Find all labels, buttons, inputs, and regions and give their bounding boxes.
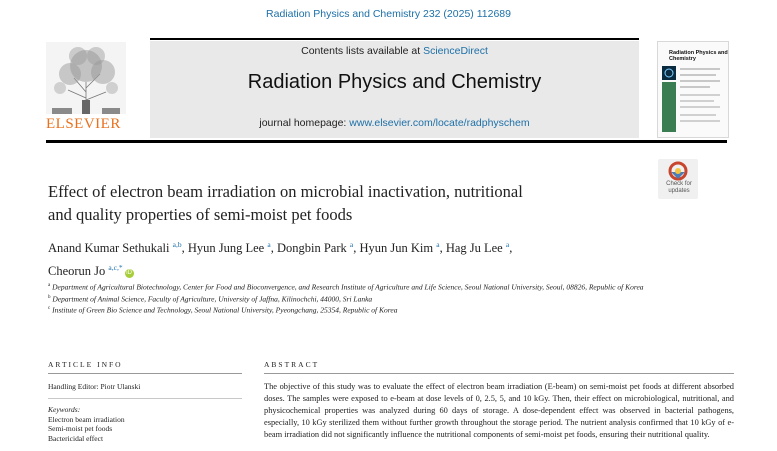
author-name[interactable]: Hag Ju Lee [445, 241, 503, 256]
keyword-item[interactable]: Bactericidal effect [48, 433, 104, 443]
article-info-rule [48, 373, 242, 374]
author-name[interactable]: Anand Kumar Sethukali [48, 241, 170, 256]
check-for-updates-label [659, 181, 699, 194]
author-affiliation-marker[interactable]: a [267, 240, 271, 249]
author-affiliation-marker[interactable]: a [505, 240, 510, 249]
homepage-link[interactable]: www.elsevier.com/locate/radphyschem [349, 117, 530, 129]
abstract-text: The objective of this study was to evaluate the effect of electron beam irradiation (E-beam) on semi-moist pet foods at different absorbed doses. The samples were exposed to e-beam at dose levels of 0, 2.5, 5, and 10 kGy. Then, their effect on microbiological, nutritional, and physicochemical properties was analyzed during 60 days of storage. A dose-dependent effect was observed in bacterial pathogens, especially, 10 kGy sterilized them without further growth throughout the storage period. The nutrient analysis confirmed that 10 kGy of e-beam irradiation did not significantly influence the nutritional components of semi-moist pet foods, ensuring their nutritional quality. [264, 382, 734, 439]
cover-title-line1: Radiation Physics and [669, 50, 728, 56]
affiliation-item [48, 293, 668, 305]
sciencedirect-link[interactable]: ScienceDirect [423, 45, 488, 57]
abstract-heading: ABSTRACT [264, 360, 320, 369]
keyword-item[interactable]: Semi-moist pet foods [48, 424, 113, 433]
article-info-heading: ARTICLE INFO [48, 360, 123, 369]
orcid-icon[interactable]: iD [126, 270, 132, 277]
author-name[interactable]: Cheorun Jo [48, 264, 106, 279]
abstract-rule [264, 373, 734, 374]
keywords-block [48, 405, 125, 443]
author-name[interactable]: Hyun Jun Kim [359, 241, 434, 256]
publisher-name[interactable]: ELSEVIER [46, 116, 121, 132]
cover-title-line2: Chemistry [669, 56, 696, 62]
handling-editor: Handling Editor: Piotr Ulanski [48, 382, 141, 391]
affiliations [48, 281, 668, 316]
keyword-item[interactable]: Electron beam irradiation [48, 414, 125, 424]
journal-citation[interactable]: Radiation Physics and Chemistry 232 (2025) 112689 [266, 8, 511, 20]
header-rule [150, 38, 639, 40]
journal-banner [150, 41, 639, 138]
author-affiliation-marker[interactable]: a [349, 240, 354, 249]
cover-title [669, 50, 728, 62]
contents-prefix: Contents lists available at [301, 45, 424, 57]
author-affiliation-marker[interactable]: a,b [172, 240, 182, 249]
header-thick-rule [46, 140, 727, 143]
article-title-line2: and quality properties of semi-moist pet foods [48, 205, 353, 224]
keywords-label: Keywords: [48, 405, 81, 414]
author-name[interactable]: Dongbin Park [276, 241, 347, 256]
crossmark-line1: Check for [666, 181, 692, 187]
author-affiliation-marker[interactable]: a,c,* [108, 263, 123, 273]
affiliation-marker: b [48, 294, 51, 300]
author-name[interactable]: Hyun Jung Lee [187, 241, 265, 256]
affiliation-text: Institute of Green Bio Science and Technology, Seoul National University, Pyeongchang, 25354, Republic of Korea [52, 305, 398, 315]
article-info-divider [48, 398, 242, 399]
author-list: Anand Kumar Sethukali $^{a,b}$, Hyun Jung Lee $^a$, Dongbin Park $^a$, Hyun Jun Kim $^a$, Hag Ju Lee $^a$, Cheorun Jo $^{a,c,*}$iD [48, 240, 513, 279]
article-title [48, 180, 648, 226]
affiliation-text: Department of Animal Science, Faculty of Agriculture, University of Jaffna, Kilinochchi, 44000, Sri Lanka [52, 294, 373, 303]
crossmark-line2: updates [668, 187, 690, 194]
journal-cover-thumbnail[interactable] [657, 41, 729, 138]
cover-artwork [662, 64, 724, 134]
affiliation-text: Department of Agricultural Biotechnology, Center for Food and Bioconvergence, and Research Institute of Agriculture and Life Science, Seoul National University, Seoul, 08826, Republic of Korea [52, 282, 644, 292]
affiliation-item [48, 281, 668, 293]
journal-name: Radiation Physics and Chemistry [247, 71, 542, 93]
author-affiliation-marker[interactable]: a [436, 240, 440, 249]
affiliation-marker: c [48, 306, 51, 311]
contents-line [150, 45, 639, 57]
article-title-line1: Effect of electron beam irradiation on microbial inactivation, nutritional [48, 182, 523, 201]
homepage-prefix: journal homepage: [259, 117, 350, 129]
homepage-line [150, 117, 639, 129]
affiliation-item [48, 304, 668, 316]
affiliation-marker: a [48, 283, 51, 288]
